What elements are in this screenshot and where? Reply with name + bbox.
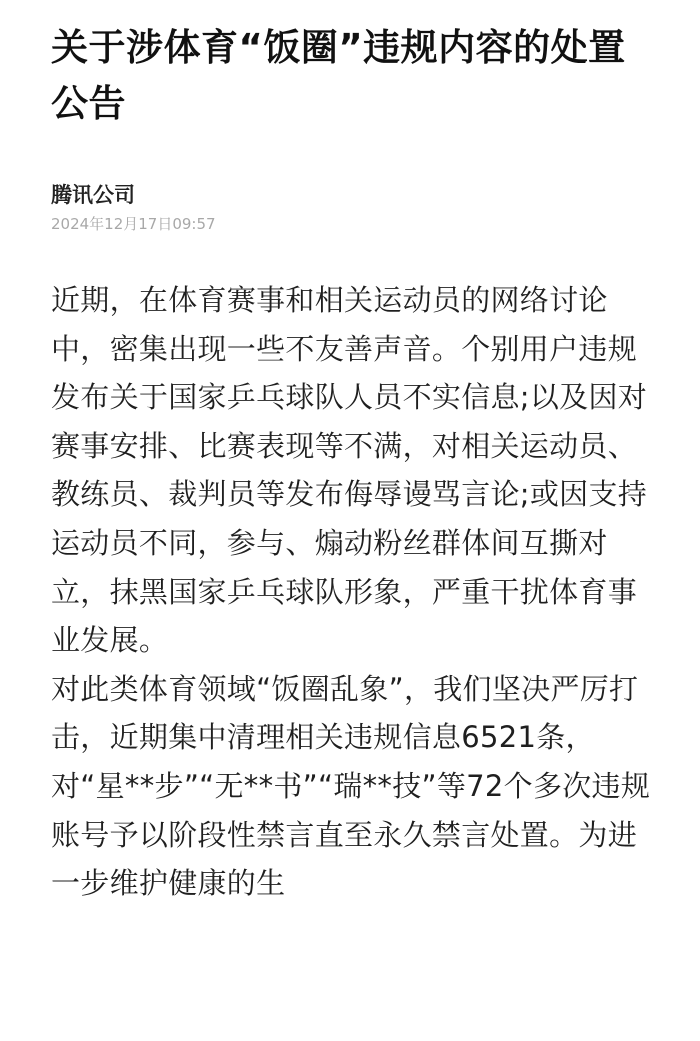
paragraph: 对此类体育领域“饭圈乱象”，我们坚决严厉打击，近期集中清理相关违规信息6521条，对“星**步”“无**书”“瑞**技”等72个多次违规账号予以阶段性禁言直至永久禁言处置。为进一步维护健康的生 bbox=[51, 671, 651, 901]
paragraph: 近期，在体育赛事和相关运动员的网络讨论中，密集出现一些不友善声音。个别用户违规发布关于国家乒乓球队人员不实信息;以及因对赛事安排、比赛表现等不满，对相关运动员、教练员、裁判员等发布侮辱谩骂言论;或因支持运动员不同，参与、煽动粉丝群体间互撕对立，抹黑国家乒乓球队形象，严重干扰体育事业发展。 bbox=[51, 283, 648, 658]
article-title: 关于涉体育“饭圈”违规内容的处置公告 bbox=[51, 26, 626, 125]
article-date: 2024年12月17日09:57 bbox=[51, 215, 216, 233]
article-author[interactable]: 腾讯公司 bbox=[51, 183, 135, 207]
article-body bbox=[51, 276, 661, 908]
article bbox=[51, 20, 661, 908]
